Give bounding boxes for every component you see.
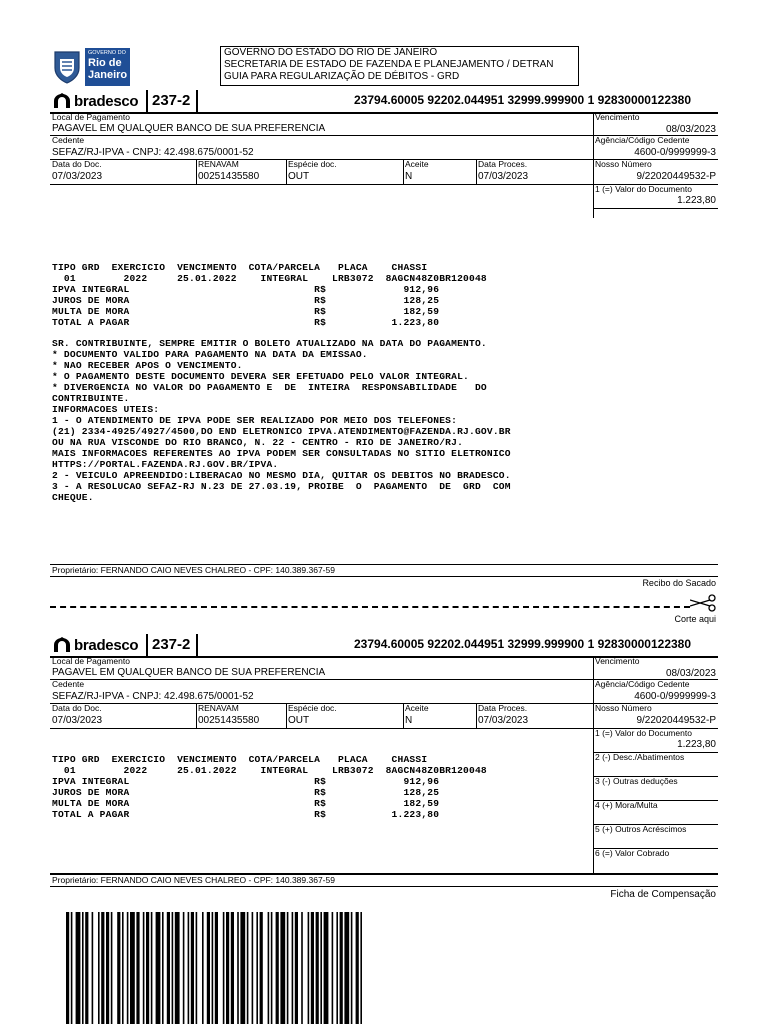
local-pagamento-value: PAGAVEL EM QUALQUER BANCO DE SUA PREFERENCIA <box>52 123 326 134</box>
barcode-bar <box>280 912 285 1024</box>
barcode-bar <box>271 912 273 1024</box>
especie-value: OUT <box>288 171 310 182</box>
barcode-bar <box>332 912 334 1024</box>
local-pagamento-label: Local de Pagamento <box>52 112 130 122</box>
barcode-bar <box>127 912 129 1024</box>
cedente-value: SEFAZ/RJ-IPVA - CNPJ: 42.498.675/0001-52 <box>52 147 254 158</box>
local-pagamento-value: PAGAVEL EM QUALQUER BANCO DE SUA PREFERENCIA <box>52 667 326 678</box>
barcode-bar <box>340 912 343 1024</box>
barcode-bar <box>287 912 289 1024</box>
barcode-bar <box>292 912 294 1024</box>
receipt-slip <box>0 88 768 218</box>
renavam-label: RENAVAM <box>198 703 239 713</box>
proprietario-bottom: Proprietário: FERNANDO CAIO NEVES CHALREO - CPF: 140.389.367-59 <box>52 875 335 885</box>
barcode-bar <box>308 912 310 1024</box>
outros-acrescimos-label: 5 (+) Outros Acréscimos <box>595 824 687 834</box>
barcode-bar <box>162 912 164 1024</box>
corte-aqui-label: Corte aqui <box>674 614 716 624</box>
valor-doc-label: 1 (=) Valor do Documento <box>595 184 692 194</box>
vencimento-value: 08/03/2023 <box>665 668 716 679</box>
data-doc-value: 07/03/2023 <box>52 715 103 726</box>
renavam-value: 00251435580 <box>198 171 260 182</box>
note-line: 3 - A RESOLUCAO SEFAZ-RJ N.23 DE 27.03.19, PROIBE O PAGAMENTO DE GRD COM <box>52 481 511 492</box>
barcode-bar <box>256 912 258 1024</box>
barcode-bar <box>196 912 198 1024</box>
agencia-value: 4600-0/9999999-3 <box>634 691 716 702</box>
table-row: IPVA INTEGRAL R$ 912,96 <box>52 776 440 787</box>
especie-label: Espécie doc. <box>288 703 337 713</box>
bank-logo <box>52 636 138 654</box>
data-doc-label: Data do Doc. <box>52 159 102 169</box>
header-line-2: SECRETARIA DE ESTADO DE FAZENDA E PLANEJAMENTO / DETRAN <box>224 59 554 70</box>
vencimento-label: Vencimento <box>595 112 640 122</box>
barcode-bar <box>311 912 314 1024</box>
bank-code: 237-2 <box>152 636 191 653</box>
barcode-bar <box>360 912 362 1024</box>
data-proc-value: 07/03/2023 <box>478 171 529 182</box>
barcode-bar <box>316 912 319 1024</box>
note-line: OU NA RUA VISCONDE DO RIO BRANCO, N. 22 - CENTRO - RIO DE JANEIRO/RJ. <box>52 437 464 448</box>
cedente-label: Cedente <box>52 135 85 145</box>
cedente-value: SEFAZ/RJ-IPVA - CNPJ: 42.498.675/0001-52 <box>52 691 254 702</box>
barcode-bar <box>111 912 113 1024</box>
agencia-label: Agência/Código Cedente <box>595 679 690 689</box>
valor-doc-value: 1.223,80 <box>677 739 716 750</box>
barcode-bar <box>175 912 180 1024</box>
barcode-bar <box>268 912 270 1024</box>
barcode-bar <box>71 912 73 1024</box>
notes-block <box>52 338 592 508</box>
barcode-bar <box>226 912 229 1024</box>
barcode-bar <box>82 912 84 1024</box>
barcode-bar <box>231 912 234 1024</box>
renavam-label: RENAVAM <box>198 159 239 169</box>
renavam-value: 00251435580 <box>198 715 260 726</box>
cut-line <box>50 606 690 608</box>
debt-table-bottom <box>52 754 582 824</box>
nosso-numero-label: Nosso Número <box>595 703 652 713</box>
table-header: TIPO GRD EXERCICIO VENCIMENTO COTA/PARCELA PLACA CHASSI <box>52 754 428 765</box>
table-row: MULTA DE MORA R$ 182,59 <box>52 306 440 317</box>
barcode-bar <box>76 912 81 1024</box>
barcode-bar <box>301 912 303 1024</box>
digitable-line: 23794.60005 92202.044951 32999.999900 1 92830000122380 <box>354 637 692 651</box>
outras-deducoes-label: 3 (-) Outras deduções <box>595 776 678 786</box>
scissors-icon <box>690 594 718 612</box>
table-row: TOTAL A PAGAR R$ 1.223,80 <box>52 317 440 328</box>
table-row: IPVA INTEGRAL R$ 912,96 <box>52 284 440 295</box>
table-row: JUROS DE MORA R$ 128,25 <box>52 295 440 306</box>
barcode-bar <box>146 912 149 1024</box>
vencimento-value: 08/03/2023 <box>665 124 716 135</box>
barcode-bar <box>106 912 109 1024</box>
aceite-label: Aceite <box>405 159 429 169</box>
table-row: 01 2022 25.01.2022 INTEGRAL LRB3072 8AGCN48Z0BR120048 <box>52 273 487 284</box>
recibo-sacado-label: Recibo do Sacado <box>642 578 716 588</box>
table-row: MULTA DE MORA R$ 182,59 <box>52 798 440 809</box>
barcode-bar <box>247 912 249 1024</box>
bank-logo <box>52 92 138 110</box>
note-line: * O PAGAMENTO DESTE DOCUMENTO DEVERA SER EFETUADO PELO VALOR INTEGRAL. <box>52 371 470 382</box>
barcode <box>66 912 448 1024</box>
barcode-bar <box>240 912 245 1024</box>
desc-label: 2 (-) Desc./Abatimentos <box>595 752 685 762</box>
aceite-value: N <box>405 171 413 182</box>
especie-label: Espécie doc. <box>288 159 337 169</box>
barcode-bar <box>167 912 170 1024</box>
debt-table-top <box>52 262 572 332</box>
table-row: 01 2022 25.01.2022 INTEGRAL LRB3072 8AGCN48Z0BR120048 <box>52 765 487 776</box>
barcode-bar <box>143 912 145 1024</box>
vencimento-label: Vencimento <box>595 656 640 666</box>
barcode-bar <box>223 912 225 1024</box>
table-row: TOTAL A PAGAR R$ 1.223,80 <box>52 809 440 820</box>
barcode-bar <box>156 912 161 1024</box>
especie-value: OUT <box>288 715 310 726</box>
barcode-bar <box>66 912 69 1024</box>
bank-code: 237-2 <box>152 92 191 109</box>
valor-doc-label: 1 (=) Valor do Documento <box>595 728 692 738</box>
nosso-numero-label: Nosso Número <box>595 159 652 169</box>
gov-logo-line2: Rio de <box>88 57 122 69</box>
barcode-bar <box>183 912 185 1024</box>
bradesco-icon <box>52 92 72 110</box>
table-row: JUROS DE MORA R$ 128,25 <box>52 787 440 798</box>
barcode-bar <box>98 912 100 1024</box>
barcode-bar <box>188 912 190 1024</box>
agencia-value: 4600-0/9999999-3 <box>634 147 716 158</box>
barcode-bar <box>122 912 124 1024</box>
bradesco-icon <box>52 636 72 654</box>
barcode-bar <box>101 912 104 1024</box>
barcode-bar <box>320 912 322 1024</box>
note-line: * DOCUMENTO VALIDO PARA PAGAMENTO NA DATA DA EMISSAO. <box>52 349 368 360</box>
gov-logo-line1: GOVERNO DO <box>88 50 126 56</box>
note-line: SR. CONTRIBUINTE, SEMPRE EMITIR O BOLETO ATUALIZADO NA DATA DO PAGAMENTO. <box>52 338 487 349</box>
barcode-bar <box>172 912 174 1024</box>
ficha-compensacao-label: Ficha de Compensação <box>610 889 716 900</box>
barcode-bar <box>260 912 263 1024</box>
nosso-numero-value: 9/22020449532-P <box>636 715 716 726</box>
agencia-label: Agência/Código Cedente <box>595 135 690 145</box>
aceite-value: N <box>405 715 413 726</box>
coat-of-arms-icon <box>52 50 82 84</box>
bank-name: bradesco <box>74 636 139 654</box>
local-pagamento-label: Local de Pagamento <box>52 656 130 666</box>
barcode-bar <box>117 912 120 1024</box>
header-line-3: GUIA PARA REGULARIZAÇÃO DE DÉBITOS - GRD <box>224 71 460 82</box>
valor-cobrado-label: 6 (=) Valor Cobrado <box>595 848 670 858</box>
barcode-bar <box>295 912 298 1024</box>
note-line: * NAO RECEBER APOS O VENCIMENTO. <box>52 360 243 371</box>
barcode-bar <box>356 912 359 1024</box>
note-line: HTTPS://PORTAL.FAZENDA.RJ.GOV.BR/IPVA. <box>52 459 279 470</box>
data-proc-label: Data Proces. <box>478 159 528 169</box>
barcode-bar <box>344 912 349 1024</box>
nosso-numero-value: 9/22020449532-P <box>636 171 716 182</box>
barcode-bar <box>336 912 338 1024</box>
cedente-label: Cedente <box>52 679 85 689</box>
data-proc-label: Data Proces. <box>478 703 528 713</box>
note-line: INFORMACOES UTEIS: <box>52 404 160 415</box>
aceite-label: Aceite <box>405 703 429 713</box>
barcode-bar <box>212 912 214 1024</box>
table-header: TIPO GRD EXERCICIO VENCIMENTO COTA/PARCELA PLACA CHASSI <box>52 262 428 273</box>
digitable-line: 23794.60005 92202.044951 32999.999900 1 92830000122380 <box>354 93 692 107</box>
data-doc-value: 07/03/2023 <box>52 171 103 182</box>
barcode-bar <box>252 912 254 1024</box>
gov-logo-line3: Janeiro <box>88 69 128 81</box>
barcode-bar <box>92 912 94 1024</box>
note-line: 2 - VEICULO APREENDIDO:LIBERACAO NO MESMO DIA, QUITAR OS DEBITOS NO BRADESCO. <box>52 470 511 481</box>
barcode-bar <box>324 912 329 1024</box>
valor-doc-value: 1.223,80 <box>677 195 716 206</box>
bank-name: bradesco <box>74 92 139 110</box>
note-line: CHEQUE. <box>52 492 94 503</box>
barcode-bar <box>191 912 194 1024</box>
data-proc-value: 07/03/2023 <box>478 715 529 726</box>
mora-label: 4 (+) Mora/Multa <box>595 800 658 810</box>
barcode-bar <box>130 912 135 1024</box>
header-title-box <box>220 46 579 86</box>
data-doc-label: Data do Doc. <box>52 703 102 713</box>
gov-logo <box>52 48 130 86</box>
barcode-bar <box>207 912 210 1024</box>
note-line: 1 - O ATENDIMENTO DE IPVA PODE SER REALIZADO POR MEIO DOS TELEFONES: <box>52 415 458 426</box>
barcode-bar <box>215 912 218 1024</box>
note-line: CONTRIBUINTE. <box>52 393 130 404</box>
barcode-bar <box>85 912 88 1024</box>
note-line: * DIVERGENCIA NO VALOR DO PAGAMENTO E DE INTEIRA RESPONSABILIDADE DO <box>52 382 487 393</box>
proprietario-top: Proprietário: FERNANDO CAIO NEVES CHALREO - CPF: 140.389.367-59 <box>52 565 335 575</box>
barcode-bar <box>351 912 353 1024</box>
note-line: MAIS INFORMACOES REFERENTES AO IPVA PODEM SER CONSULTADAS NO SITIO ELETRONICO <box>52 448 511 459</box>
barcode-bar <box>136 912 139 1024</box>
note-line: (21) 2334-4925/4927/4500,DO END ELETRONICO IPVA.ATENDIMENTO@FAZENDA.RJ.GOV.BR <box>52 426 511 437</box>
barcode-bar <box>276 912 279 1024</box>
header-line-1: GOVERNO DO ESTADO DO RIO DE JANEIRO <box>224 47 438 58</box>
barcode-bar <box>202 912 204 1024</box>
barcode-bar <box>151 912 153 1024</box>
compensation-slip <box>0 632 768 872</box>
barcode-bar <box>237 912 239 1024</box>
